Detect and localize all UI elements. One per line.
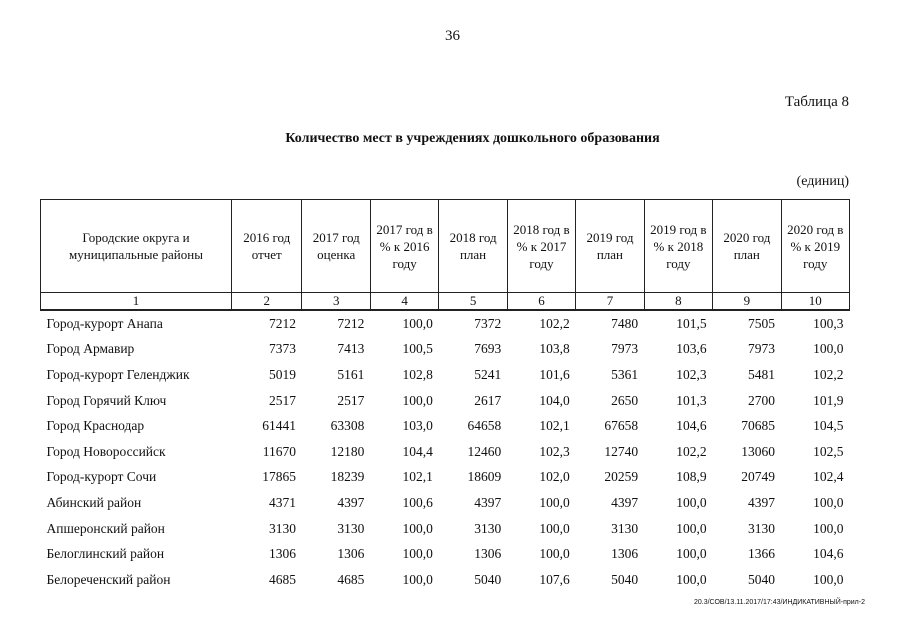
value-cell: 5161 — [337, 366, 365, 382]
value-cell: 104,4 — [402, 443, 433, 459]
value-cell: 1366 — [748, 546, 776, 562]
header-2017-pct: 2017 год в % к 2016 году — [370, 200, 438, 293]
region-name-cell: Город Краснодар — [46, 418, 145, 434]
value-cell: 3130 — [337, 520, 365, 536]
value-cell: 100,0 — [813, 341, 844, 357]
region-name-cell: Город Армавир — [46, 341, 135, 357]
value-cell: 2700 — [748, 392, 776, 408]
value-cell: 5040 — [474, 571, 502, 587]
value-cell: 64658 — [467, 418, 502, 434]
units-label: (единиц) — [796, 174, 849, 189]
value-cell: 100,0 — [676, 546, 707, 562]
value-cell: 100,0 — [402, 520, 433, 536]
header-row — [41, 200, 850, 293]
document-title: Количество мест в учреждениях дошкольного образования — [285, 131, 660, 146]
region-name-cell: Белореченский район — [46, 571, 171, 587]
table-row — [41, 541, 850, 567]
value-cell: 7973 — [748, 341, 776, 357]
value-cell: 70685 — [741, 418, 776, 434]
region-name-cell: Апшеронский район — [46, 520, 165, 536]
value-cell: 101,6 — [539, 366, 570, 382]
value-cell: 102,2 — [813, 366, 844, 382]
value-cell: 5019 — [268, 366, 296, 382]
value-cell: 7693 — [474, 341, 502, 357]
header-2016-report: 2016 год отчет — [232, 200, 302, 293]
value-cell: 100,0 — [402, 392, 433, 408]
value-cell: 101,3 — [676, 392, 707, 408]
page-number: 36 — [445, 28, 460, 44]
value-cell: 102,4 — [813, 469, 844, 485]
value-cell: 102,1 — [539, 418, 570, 434]
value-cell: 18239 — [330, 469, 365, 485]
table-row — [41, 516, 850, 542]
value-cell: 100,0 — [676, 520, 707, 536]
value-cell: 4397 — [337, 494, 365, 510]
table-row — [41, 413, 850, 439]
column-number: 4 — [370, 293, 438, 311]
value-cell: 100,0 — [539, 494, 570, 510]
value-cell: 2517 — [337, 392, 365, 408]
value-cell: 107,6 — [539, 571, 570, 587]
value-cell: 7212 — [337, 315, 365, 331]
value-cell: 100,0 — [539, 546, 570, 562]
value-cell: 102,8 — [402, 366, 433, 382]
value-cell: 102,3 — [539, 443, 570, 459]
column-number: 5 — [439, 293, 507, 311]
value-cell: 3130 — [611, 520, 639, 536]
region-name-cell: Город-курорт Геленджик — [46, 366, 190, 382]
value-cell: 1306 — [337, 546, 365, 562]
value-cell: 104,5 — [813, 418, 844, 434]
table-row — [41, 465, 850, 491]
table-row — [41, 362, 850, 388]
value-cell: 100,0 — [539, 520, 570, 536]
column-number: 6 — [507, 293, 575, 311]
header-2020-pct: 2020 год в % к 2019 году — [781, 200, 849, 293]
value-cell: 7973 — [611, 341, 639, 357]
value-cell: 104,0 — [539, 392, 570, 408]
table-row — [41, 337, 850, 363]
column-number: 10 — [781, 293, 849, 311]
region-name-cell: Город Новороссийск — [46, 443, 166, 459]
region-name-cell: Город-курорт Сочи — [46, 469, 157, 485]
value-cell: 4685 — [268, 571, 296, 587]
value-cell: 2517 — [268, 392, 296, 408]
value-cell: 12460 — [467, 443, 502, 459]
header-2017-estimate: 2017 год оценка — [302, 200, 370, 293]
value-cell: 1306 — [611, 546, 639, 562]
value-cell: 20259 — [604, 469, 639, 485]
column-number: 7 — [576, 293, 644, 311]
region-name-cell: Город-курорт Анапа — [46, 315, 163, 331]
column-number: 9 — [713, 293, 781, 311]
region-name-cell: Белоглинский район — [46, 546, 165, 562]
value-cell: 102,3 — [676, 366, 707, 382]
value-cell: 102,2 — [676, 443, 707, 459]
region-name-cell: Город Горячий Ключ — [46, 392, 167, 408]
table-row — [41, 388, 850, 414]
column-number-row — [41, 293, 850, 311]
value-cell: 103,8 — [539, 341, 570, 357]
value-cell: 12740 — [604, 443, 639, 459]
value-cell: 100,0 — [676, 494, 707, 510]
value-cell: 5481 — [748, 366, 776, 382]
value-cell: 5040 — [611, 571, 639, 587]
column-number: 2 — [232, 293, 302, 311]
value-cell: 100,0 — [813, 494, 844, 510]
value-cell: 100,3 — [813, 315, 844, 331]
value-cell: 100,0 — [813, 571, 844, 587]
header-2019-plan: 2019 год план — [576, 200, 644, 293]
table-row — [41, 490, 850, 516]
value-cell: 67658 — [604, 418, 639, 434]
value-cell: 18609 — [467, 469, 502, 485]
value-cell: 2617 — [474, 392, 502, 408]
value-cell: 7212 — [268, 315, 296, 331]
value-cell: 13060 — [741, 443, 776, 459]
value-cell: 100,6 — [402, 494, 433, 510]
value-cell: 11670 — [262, 443, 296, 459]
column-number: 3 — [302, 293, 370, 311]
value-cell: 4371 — [268, 494, 296, 510]
header-2018-plan: 2018 год план — [439, 200, 507, 293]
region-name-cell: Абинский район — [46, 494, 142, 510]
value-cell: 3130 — [474, 520, 502, 536]
data-table — [40, 199, 850, 593]
value-cell: 100,0 — [402, 546, 433, 562]
value-cell: 4397 — [611, 494, 639, 510]
value-cell: 103,6 — [676, 341, 707, 357]
value-cell: 102,5 — [813, 443, 844, 459]
header-region: Городские округа и муниципальные районы — [41, 200, 232, 293]
value-cell: 4397 — [748, 494, 776, 510]
value-cell: 102,2 — [539, 315, 570, 331]
value-cell: 12180 — [330, 443, 365, 459]
footer-code: 20.3/СОВ/13.11.2017/17:43/ИНДИКАТИВНЫЙ-прил-2 — [693, 599, 865, 606]
value-cell: 5040 — [748, 571, 776, 587]
value-cell: 101,9 — [813, 392, 844, 408]
header-2018-pct: 2018 год в % к 2017 году — [507, 200, 575, 293]
value-cell: 17865 — [262, 469, 296, 485]
table-row — [41, 567, 850, 593]
column-number: 1 — [41, 293, 232, 311]
value-cell: 61441 — [262, 418, 296, 434]
value-cell: 1306 — [268, 546, 296, 562]
value-cell: 102,0 — [539, 469, 570, 485]
value-cell: 3130 — [748, 520, 776, 536]
header-2019-pct: 2019 год в % к 2018 году — [644, 200, 712, 293]
value-cell: 104,6 — [813, 546, 844, 562]
value-cell: 108,9 — [676, 469, 707, 485]
value-cell: 101,5 — [676, 315, 707, 331]
value-cell: 2650 — [611, 392, 639, 408]
table-label: Таблица 8 — [784, 94, 849, 110]
value-cell: 7480 — [611, 315, 639, 331]
value-cell: 4397 — [474, 494, 502, 510]
column-number: 8 — [644, 293, 712, 311]
value-cell: 20749 — [741, 469, 776, 485]
header-2020-plan: 2020 год план — [713, 200, 781, 293]
value-cell: 5361 — [611, 366, 639, 382]
value-cell: 100,5 — [402, 341, 433, 357]
value-cell: 100,0 — [402, 571, 433, 587]
value-cell: 7373 — [268, 341, 296, 357]
value-cell: 7505 — [748, 315, 776, 331]
value-cell: 5241 — [474, 366, 502, 382]
value-cell: 104,6 — [676, 418, 707, 434]
value-cell: 7372 — [474, 315, 502, 331]
table-row — [41, 310, 850, 337]
value-cell: 1306 — [474, 546, 502, 562]
table-row — [41, 439, 850, 465]
value-cell: 7413 — [337, 341, 365, 357]
value-cell: 103,0 — [402, 418, 433, 434]
value-cell: 4685 — [337, 571, 365, 587]
value-cell: 100,0 — [676, 571, 707, 587]
value-cell: 102,1 — [402, 469, 433, 485]
value-cell: 100,0 — [402, 315, 433, 331]
value-cell: 100,0 — [813, 520, 844, 536]
value-cell: 63308 — [330, 418, 365, 434]
value-cell: 3130 — [268, 520, 296, 536]
